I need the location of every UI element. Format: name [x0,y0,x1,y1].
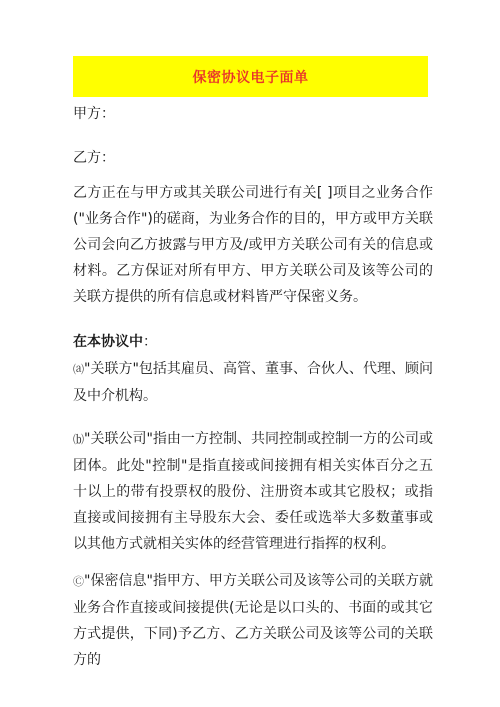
title-banner [73,56,428,97]
definitions-heading [73,332,157,352]
definitions-heading-bold: 在本协议中 [73,334,143,350]
clause-marker: Ⓒ [73,575,85,588]
clause-text: "关联公司"指由一方控制、共同控制或控制一方的公司或团体。此处"控制"是指直接或间接拥有相关实体百分之五十以上的带有投票权的股份、注册资本或其它股权；或指直接或间接拥有主导股东大会、委任或选举大多数董事或以其他方式就相关实体的经营管理进行指挥的权利。 [73,431,433,552]
definitions-heading-colon: ： [143,334,157,350]
clause-text: "关联方"包括其雇员、高管、董事、合伙人、代理、顾问及中介机构。 [73,361,433,404]
clause-marker: ⒜ [73,363,85,376]
clause-b [73,426,433,557]
party-b-label: 乙方： [73,150,115,166]
clause-text: "保密信息"指甲方、甲方关联公司及该等公司的关联方就业务合作直接或间接提供(无论是以口头的、书面的或其它方式提供，下同)予乙方、乙方关联公司及该等公司的关联方的 [73,573,433,668]
clause-a [73,356,433,409]
document-title: 保密协议电子面单 [192,69,309,86]
clause-marker: ⒝ [73,433,85,446]
party-a-label: 甲方： [73,106,115,122]
intro-paragraph: 乙方正在与甲方或其关联公司进行有关[ ]项目之业务合作("业务合作")的磋商，为业务合作的目的，甲方或甲方关联公司会向乙方披露与甲方及/或甲方关联公司有关的信息或材料。乙方保证对所有甲方、甲方关联公司及该等公司的关联方提供的所有信息或材料皆严守保密义务。 [73,185,433,305]
clause-c [73,568,433,673]
